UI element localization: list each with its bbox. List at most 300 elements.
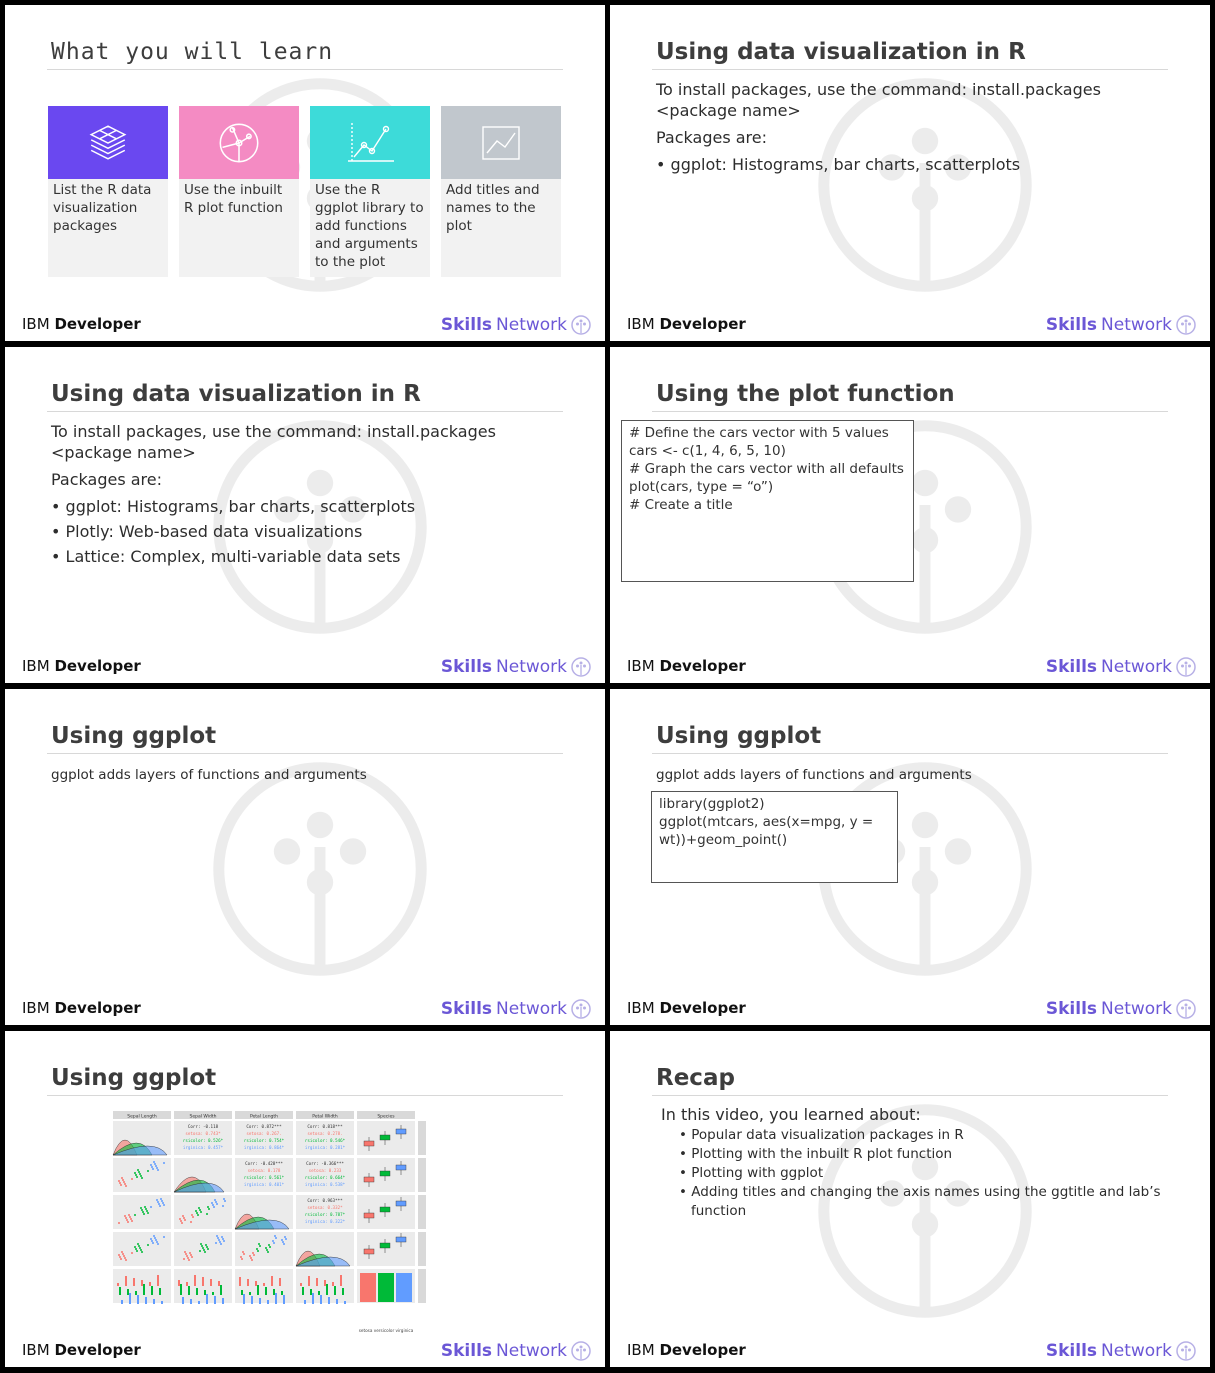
card-text: Use the inbuilt R plot function xyxy=(184,182,283,216)
histogram-bar xyxy=(161,1301,163,1304)
histogram-bar xyxy=(342,1288,344,1295)
correlation-text: irginica: 0.864* xyxy=(243,1145,285,1150)
ibm-developer-logo: IBM Developer xyxy=(22,315,141,333)
install-text: To install packages, use the command: install.packages <package name> xyxy=(51,422,496,462)
scatter-point xyxy=(251,1259,253,1261)
tree-logo-icon xyxy=(1176,657,1196,677)
scatter-point xyxy=(142,1211,144,1213)
tree-logo-icon xyxy=(1176,999,1196,1019)
histogram-bar xyxy=(344,1301,346,1304)
histogram-bar xyxy=(336,1299,338,1304)
correlation-text: rsicolor: 0.546* xyxy=(304,1138,346,1143)
slide-recap xyxy=(610,1031,1210,1367)
scatter-point xyxy=(147,1212,149,1214)
scatter-point xyxy=(138,1245,140,1247)
scatter-point xyxy=(215,1242,217,1244)
page-title: What you will learn xyxy=(51,39,334,65)
scatter-point xyxy=(179,1218,181,1220)
histogram-bar xyxy=(243,1294,245,1304)
scatter-point xyxy=(284,1236,286,1238)
scatter-point xyxy=(191,1256,193,1258)
correlation-text: Corr: -0.366*** xyxy=(306,1161,344,1166)
histogram-bar xyxy=(332,1282,334,1286)
histogram-bar xyxy=(218,1281,220,1286)
histogram-bar xyxy=(159,1288,161,1295)
ibm-developer-logo: IBM Developer xyxy=(627,999,746,1017)
correlation-text: setosa: 0.743* xyxy=(185,1131,221,1136)
page-title: Using the plot function xyxy=(656,381,955,407)
correlation-text: irginica: 0.457* xyxy=(182,1145,224,1150)
facet-side-header xyxy=(418,1232,426,1266)
list-item: • Plotting with ggplot xyxy=(679,1164,1181,1183)
scatter-point xyxy=(123,1181,125,1183)
histogram-bar xyxy=(180,1284,182,1295)
correlation-text: Corr: -0.118 xyxy=(187,1124,219,1129)
scatter-point xyxy=(127,1221,129,1223)
histogram-bar xyxy=(283,1295,285,1304)
histogram-bar xyxy=(312,1293,314,1304)
ibm-developer-logo: IBM Developer xyxy=(627,1341,746,1359)
code-line: ggplot(mtcars, aes(x=mpg, y = xyxy=(659,814,874,830)
correlation-text: irginica: 0.322* xyxy=(304,1219,346,1224)
code-box xyxy=(621,420,914,582)
scatter-point xyxy=(219,1241,221,1243)
scatter-point xyxy=(252,1252,254,1254)
page-title: Using ggplot xyxy=(656,723,822,749)
histogram-bar xyxy=(304,1300,306,1304)
scatter-point xyxy=(186,1255,188,1257)
skills-network-logo: Skills Network xyxy=(1046,657,1196,677)
scatter-point xyxy=(150,1206,152,1208)
histogram-bar xyxy=(127,1289,129,1295)
box xyxy=(396,1165,406,1170)
slide-plot-function xyxy=(610,347,1210,683)
scatter-point xyxy=(191,1214,193,1216)
scatter-point xyxy=(185,1253,187,1255)
scatter-point xyxy=(136,1250,138,1252)
histogram-bar xyxy=(273,1289,275,1295)
skills-network-logo: Skills Network xyxy=(441,1341,591,1361)
pairs-plot-image xyxy=(99,1111,465,1333)
scatter-point xyxy=(131,1220,133,1222)
scatter-point xyxy=(253,1254,255,1256)
scatter-point xyxy=(273,1242,275,1244)
scatter-point xyxy=(206,1246,208,1248)
tree-logo-icon xyxy=(571,999,591,1019)
histogram-bar xyxy=(267,1300,269,1304)
panel-background xyxy=(113,1232,171,1266)
scatter-point xyxy=(197,1214,199,1216)
scatter-point xyxy=(282,1241,284,1243)
tree-logo-icon xyxy=(1176,315,1196,335)
ibm-developer-logo: IBM Developer xyxy=(627,657,746,675)
scatter-point xyxy=(222,1205,224,1207)
scatter-point xyxy=(163,1236,165,1238)
scatter-point xyxy=(157,1243,159,1245)
scatter-point xyxy=(265,1247,267,1249)
scatter-point xyxy=(134,1214,136,1216)
histogram-bar xyxy=(251,1296,253,1304)
slide-body xyxy=(51,421,571,571)
histogram-bar xyxy=(318,1291,320,1295)
histogram-bar xyxy=(302,1287,304,1295)
slide-ggplot-3 xyxy=(5,1031,605,1367)
scatter-point xyxy=(124,1257,126,1259)
box xyxy=(380,1243,390,1248)
correlation-text: rsicolor: 0.526* xyxy=(182,1138,224,1143)
histogram-bar xyxy=(194,1275,196,1286)
histogram-bar xyxy=(206,1294,208,1304)
scatter-point xyxy=(208,1208,210,1210)
scatter-point xyxy=(154,1237,156,1239)
scatter-point xyxy=(224,1200,226,1202)
scatter-point xyxy=(201,1245,203,1247)
code-line: # Graph the cars vector with all defaults xyxy=(629,461,904,477)
correlation-text: Corr: -0.428*** xyxy=(245,1161,283,1166)
scatter-point xyxy=(204,1251,206,1253)
facet-side-header xyxy=(418,1158,426,1192)
list-item: • Adding titles and changing the axis names using the ggtitle and lab’s function xyxy=(679,1183,1181,1221)
scatter-point xyxy=(118,1180,120,1182)
scatter-point xyxy=(137,1243,139,1245)
page-title: Using data visualization in R xyxy=(51,381,421,407)
title-divider xyxy=(47,1095,563,1096)
scatter-point xyxy=(139,1173,141,1175)
skills-network-logo: Skills Network xyxy=(441,315,591,335)
code-line: # Define the cars vector with 5 values xyxy=(629,425,889,441)
scatter-point xyxy=(156,1199,158,1201)
scatter-point xyxy=(150,1238,152,1240)
packages-label: Packages are: xyxy=(51,470,163,489)
scatter-point xyxy=(152,1242,154,1244)
scatter-point xyxy=(203,1249,205,1251)
scatter-point xyxy=(156,1241,158,1243)
scatter-point xyxy=(119,1182,121,1184)
scatter-point xyxy=(217,1237,219,1239)
scatter-point xyxy=(130,1218,132,1220)
scatter-point xyxy=(215,1201,217,1203)
scatter-point xyxy=(122,1179,124,1181)
scatter-point xyxy=(147,1170,149,1172)
correlation-text: rsicolor: 0.561* xyxy=(243,1175,285,1180)
scatter-point xyxy=(158,1203,160,1205)
slide-ggplot-1 xyxy=(5,689,605,1025)
slide-ggplot-2 xyxy=(610,689,1210,1025)
scatter-point xyxy=(141,1177,143,1179)
facet-header-label: Sepal Width xyxy=(189,1114,217,1120)
scatter-point xyxy=(163,1162,165,1164)
histogram-bar xyxy=(328,1297,330,1304)
scatter-point xyxy=(214,1199,216,1201)
histogram-bar xyxy=(324,1280,326,1286)
ibm-developer-logo: IBM Developer xyxy=(22,1341,141,1359)
histogram-bar xyxy=(204,1290,206,1295)
card-add-titles xyxy=(441,106,561,277)
scatter-point xyxy=(182,1215,184,1217)
histogram-bar xyxy=(326,1284,328,1295)
scatter-point xyxy=(122,1253,124,1255)
title-divider xyxy=(652,411,1168,412)
correlation-text: setosa: 0.233 xyxy=(308,1168,342,1173)
species-bar xyxy=(396,1273,412,1302)
species-axis-label: setosa versicolor virginica xyxy=(358,1328,414,1333)
scatter-point xyxy=(157,1201,159,1203)
scatter-point xyxy=(241,1258,243,1260)
scatter-point xyxy=(121,1251,123,1253)
scatter-point xyxy=(188,1259,190,1261)
scatter-point xyxy=(151,1240,153,1242)
scatter-point xyxy=(266,1249,268,1251)
scatter-point xyxy=(123,1255,125,1257)
card-ggplot-library xyxy=(310,106,430,277)
scatter-point xyxy=(147,1244,149,1246)
correlation-text: Corr: 0.818*** xyxy=(307,1124,343,1129)
scatter-point xyxy=(120,1184,122,1186)
card-text: List the R data visualization packages xyxy=(53,182,152,234)
histogram-bar xyxy=(149,1282,151,1286)
scatter-point xyxy=(258,1243,260,1245)
scatter-point xyxy=(190,1221,192,1223)
ibm-developer-logo: IBM Developer xyxy=(22,657,141,675)
scatter-point xyxy=(134,1246,136,1248)
scatter-point xyxy=(267,1251,269,1253)
histogram-bar xyxy=(212,1292,214,1295)
correlation-text: rsicolor: 0.787* xyxy=(304,1212,346,1217)
list-item: • Lattice: Complex, multi-variable data sets xyxy=(51,546,571,567)
code-line: wt))+geom_point() xyxy=(659,832,788,848)
scatter-point xyxy=(213,1206,215,1208)
ibm-developer-logo: IBM Developer xyxy=(22,999,141,1017)
scatter-point xyxy=(199,1209,201,1211)
scatter-point xyxy=(269,1246,271,1248)
scatter-point xyxy=(126,1219,128,1221)
skills-network-logo: Skills Network xyxy=(441,657,591,677)
histogram-bar xyxy=(214,1296,216,1304)
scatter-point xyxy=(216,1235,218,1237)
scatter-point xyxy=(146,1210,148,1212)
scatter-point xyxy=(153,1161,155,1163)
histogram-bar xyxy=(186,1282,188,1286)
scatter-point xyxy=(135,1248,137,1250)
list-item: • ggplot: Histograms, bar charts, scatterplots xyxy=(51,496,571,517)
scatter-point xyxy=(243,1253,245,1255)
box xyxy=(364,1177,374,1182)
histogram-bar xyxy=(129,1293,131,1304)
packages-list xyxy=(656,154,1176,175)
scatter-point xyxy=(139,1247,141,1249)
correlation-text: Corr: 0.963*** xyxy=(307,1198,343,1203)
histogram-bar xyxy=(249,1292,251,1295)
scatter-point xyxy=(196,1212,198,1214)
tree-watermark-icon xyxy=(210,759,430,979)
histogram-bar xyxy=(241,1290,243,1295)
list-item: • ggplot: Histograms, bar charts, scatterplots xyxy=(656,154,1176,175)
learning-cards xyxy=(48,106,561,277)
histogram-bar xyxy=(340,1275,342,1286)
scatter-point xyxy=(189,1252,191,1254)
scatter-point xyxy=(274,1235,276,1237)
histogram-bar xyxy=(308,1276,310,1286)
scatter-point xyxy=(134,1172,136,1174)
scatter-point xyxy=(162,1202,164,1204)
scatter-point xyxy=(125,1259,127,1261)
scatter-point xyxy=(125,1217,127,1219)
scatter-point xyxy=(143,1213,145,1215)
scatter-point xyxy=(137,1169,139,1171)
chart-frame-icon xyxy=(441,106,561,179)
histogram-bar xyxy=(188,1286,190,1295)
histogram-bar xyxy=(141,1280,143,1286)
histogram-bar xyxy=(334,1286,336,1295)
scatter-point xyxy=(125,1185,127,1187)
correlation-text: irginica: 0.538* xyxy=(304,1182,346,1187)
box xyxy=(396,1129,406,1134)
scatter-point xyxy=(240,1256,242,1258)
title-divider xyxy=(47,69,563,70)
scatter-point xyxy=(242,1251,244,1253)
histogram-bar xyxy=(279,1278,281,1286)
histogram-bar xyxy=(143,1284,145,1295)
histogram-bar xyxy=(157,1275,159,1286)
histogram-bar xyxy=(182,1297,184,1304)
species-bar xyxy=(360,1273,376,1302)
histogram-bar xyxy=(265,1287,267,1295)
scatter-point xyxy=(131,1252,133,1254)
histogram-bar xyxy=(190,1299,192,1304)
histogram-bar xyxy=(178,1280,180,1286)
box xyxy=(396,1201,406,1206)
recap-body xyxy=(661,1105,1181,1221)
correlation-text: setosa: 0.332* xyxy=(307,1205,343,1210)
scatter-point xyxy=(163,1204,165,1206)
histogram-bar xyxy=(151,1286,153,1295)
tree-logo-icon xyxy=(571,657,591,677)
code-box xyxy=(651,791,898,883)
histogram-bar xyxy=(275,1293,277,1304)
scatter-point xyxy=(140,1249,142,1251)
scatter-point xyxy=(131,1178,133,1180)
scatter-point xyxy=(161,1200,163,1202)
scatter-point xyxy=(222,1238,224,1240)
card-text: Use the R ggplot library to add functions and arguments to the plot xyxy=(315,182,424,270)
panel-background xyxy=(174,1195,232,1229)
card-plot-function xyxy=(179,106,299,277)
histogram-bar xyxy=(255,1281,257,1286)
scatter-point xyxy=(275,1237,277,1239)
histogram-bar xyxy=(259,1298,261,1304)
ibm-developer-logo: IBM Developer xyxy=(627,315,746,333)
histogram-bar xyxy=(320,1295,322,1304)
facet-header-label: Petal Length xyxy=(249,1114,279,1120)
scatter-point xyxy=(140,1175,142,1177)
code-line: # Create a title xyxy=(629,497,733,513)
scatter-point xyxy=(220,1243,222,1245)
histogram-bar xyxy=(119,1287,121,1295)
histogram-bar xyxy=(125,1276,127,1286)
recap-list xyxy=(679,1126,1181,1221)
scatter-point xyxy=(121,1177,123,1179)
scatter-point xyxy=(150,1164,152,1166)
scatter-point xyxy=(183,1217,185,1219)
facet-side-header xyxy=(418,1269,426,1303)
histogram-bar xyxy=(198,1301,200,1304)
histogram-bar xyxy=(137,1295,139,1304)
scatter-point xyxy=(205,1244,207,1246)
scatter-point xyxy=(183,1258,185,1260)
scatter-point xyxy=(221,1236,223,1238)
box xyxy=(380,1135,390,1140)
scatter-point xyxy=(207,1248,209,1250)
list-item: • Plotting with the inbuilt R plot function xyxy=(679,1145,1181,1164)
scatter-point xyxy=(118,1254,120,1256)
histogram-bar xyxy=(117,1283,119,1286)
facet-header-label: Sepal Length xyxy=(127,1114,157,1120)
scatter-point xyxy=(124,1215,126,1217)
facet-side-header xyxy=(418,1195,426,1229)
correlation-text: rsicolor: 0.664* xyxy=(304,1175,346,1180)
box xyxy=(364,1213,374,1218)
scatter-point xyxy=(136,1176,138,1178)
histogram-bar xyxy=(220,1285,222,1295)
scatter-point xyxy=(199,1250,201,1252)
scatter-point xyxy=(180,1220,182,1222)
scatter-point xyxy=(190,1254,192,1256)
scatter-point xyxy=(206,1213,208,1215)
scatter-point xyxy=(281,1239,283,1241)
species-bar xyxy=(378,1273,394,1302)
scatter-point xyxy=(152,1168,154,1170)
correlation-text: rsicolor: 0.754* xyxy=(243,1138,285,1143)
tree-logo-icon xyxy=(571,315,591,335)
packages-list xyxy=(51,496,571,567)
histogram-bar xyxy=(202,1277,204,1286)
scatter-point xyxy=(159,1205,161,1207)
install-text: To install packages, use the command: install.packages <package name> xyxy=(656,80,1101,120)
title-divider xyxy=(47,411,563,412)
scatter-point xyxy=(154,1163,156,1165)
correlation-text: setosa: 0.178 xyxy=(247,1168,281,1173)
card-list-packages xyxy=(48,106,168,277)
slide-body: ggplot adds layers of functions and arguments xyxy=(51,767,367,783)
histogram-bar xyxy=(196,1288,198,1295)
slide-data-visualization-2 xyxy=(5,347,605,683)
scatter-point xyxy=(155,1239,157,1241)
scatter-point xyxy=(181,1222,183,1224)
skills-network-logo: Skills Network xyxy=(1046,315,1196,335)
scatter-point xyxy=(157,1169,159,1171)
page-title: Recap xyxy=(656,1065,735,1091)
box xyxy=(396,1237,406,1242)
code-line: library(ggplot2) xyxy=(659,796,765,812)
slide-what-you-will-learn xyxy=(5,5,605,341)
box xyxy=(364,1249,374,1254)
page-title: Using data visualization in R xyxy=(656,39,1026,65)
scatter-point xyxy=(156,1167,158,1169)
correlation-text: setosa: 0.267. xyxy=(246,1131,282,1136)
facet-header-label: Species xyxy=(377,1114,395,1120)
tree-logo-icon xyxy=(571,1341,591,1361)
histogram-bar xyxy=(145,1297,147,1304)
scatter-point xyxy=(160,1198,162,1200)
histogram-bar xyxy=(247,1279,249,1286)
scatter-point xyxy=(128,1214,130,1216)
scatter-point xyxy=(212,1204,214,1206)
scatter-point xyxy=(202,1247,204,1249)
code-line: plot(cars, type = “o”) xyxy=(629,479,774,495)
scatter-point xyxy=(124,1183,126,1185)
scatter-point xyxy=(184,1251,186,1253)
correlation-text: irginica: 0.281* xyxy=(304,1145,346,1150)
